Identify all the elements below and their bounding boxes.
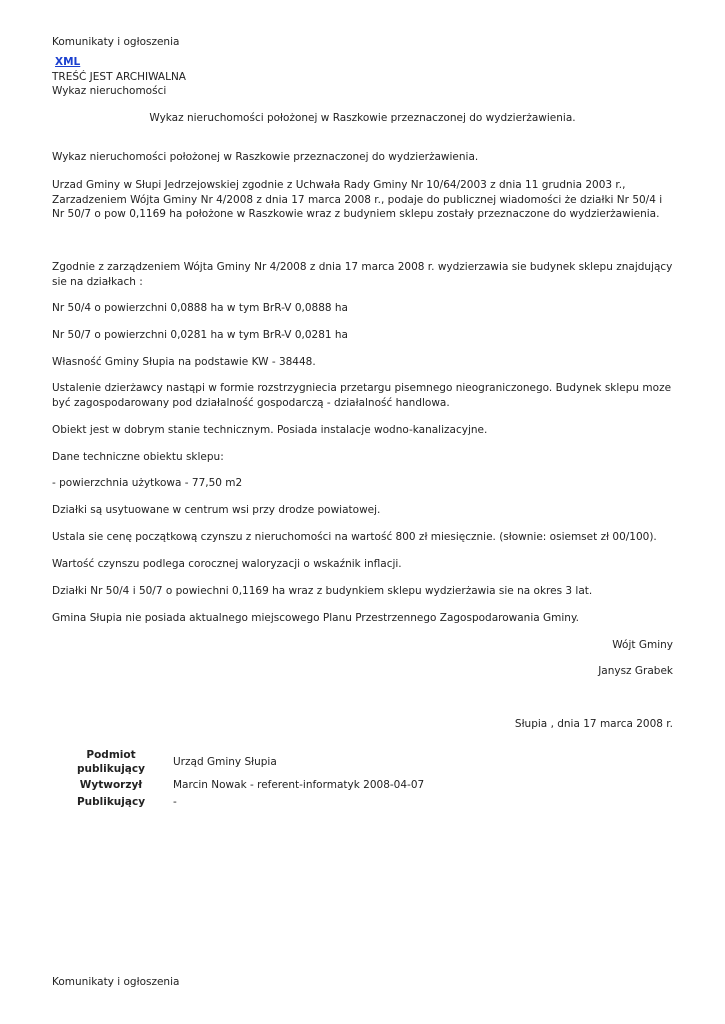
metadata-value: - [173, 796, 177, 809]
metadata-value: Marcin Nowak - referent-informatyk 2008-04-07 [173, 778, 425, 791]
signature-name: Janysz Grabek [598, 665, 673, 677]
place-date: Słupia , dnia 17 marca 2008 r. [514, 718, 673, 730]
paragraph-intro: Wykaz nieruchomości położonej w Raszkowie przeznaczonej do wydzierżawienia. [52, 151, 479, 163]
metadata-row [52, 776, 427, 794]
document-title: Wykaz nieruchomości położonej w Raszkowie przeznaczonej do wydzierżawienia. [149, 112, 576, 124]
signature-title: Wójt Gminy [612, 639, 673, 651]
paragraph-ownership: Własność Gminy Słupia na podstawie KW - 38448. [52, 356, 316, 368]
metadata-label: Publikujący [76, 796, 146, 809]
metadata-label: Podmiot publikujący [77, 749, 145, 775]
metadata-row [52, 748, 427, 776]
footer-category: Komunikaty i ogłoszenia [52, 976, 180, 988]
paragraph-area: - powierzchnia użytkowa - 77,50 m2 [52, 477, 243, 489]
paragraph-valorization: Wartość czynszu podlega corocznej waloryzacji o wskaźnik inflacji. [52, 558, 402, 570]
paragraph-location: Działki są usytuowane w centrum wsi przy drodze powiatowej. [52, 504, 381, 516]
metadata-label: Wytworzył [79, 778, 143, 791]
metadata-row [52, 794, 427, 812]
archive-notice: TREŚĆ JEST ARCHIWALNA [52, 71, 186, 83]
paragraph-price: Ustala sie cenę początkową czynszu z nieruchomości na wartość 800 zł miesięcznie. (słownie: osiemset zł 00/100). [52, 531, 657, 543]
paragraph-plot-50-4: Nr 50/4 o powierzchni 0,0888 ha w tym BrR-V 0,0888 ha [52, 302, 348, 314]
paragraph-plot-50-7: Nr 50/7 o powierzchni 0,0281 ha w tym BrR-V 0,0281 ha [52, 329, 348, 341]
paragraph-lease-term: Działki Nr 50/4 i 50/7 o powiechni 0,1169 ha wraz z budynkiem sklepu wydzierżawia sie na okres 3 lat. [52, 585, 593, 597]
metadata-table [52, 748, 427, 811]
paragraph-announcement: Urzad Gminy w Słupi Jedrzejowskiej zgodnie z Uchwała Rady Gminy Nr 10/64/2003 z dnia 11 grudnia 2003 r., Zarzadzeniem Wójta Gminy Nr 4/2008 z dnia 17 marca 2008 r., podaje do publicznej wiadomości że działki Nr 50/4 i Nr 50/7 o pow 0,1169 ha położone w Raszkowie wraz z budyniem sklepu zostały przeznaczone do wydzierżawienia. [52, 179, 663, 220]
category-title: Komunikaty i ogłoszenia [52, 36, 180, 48]
xml-link[interactable]: XML [55, 56, 81, 68]
paragraph-no-plan: Gmina Słupia nie posiada aktualnego miejscowego Planu Przestrzennego Zagospodarowania Gminy. [52, 612, 580, 624]
section-title: Wykaz nieruchomości [52, 85, 167, 97]
paragraph-tech-data: Dane techniczne obiektu sklepu: [52, 451, 224, 463]
paragraph-tender: Ustalenie dzierżawcy nastąpi w formie rozstrzygniecia przetargu pisemnego nieograniczonego. Budynek sklepu moze być zagospodarowany pod działalność gospodarczą - działalność handlowa. [52, 382, 672, 409]
metadata-value: Urząd Gminy Słupia [173, 756, 277, 768]
paragraph-lease-basis: Zgodnie z zarządzeniem Wójta Gminy Nr 4/2008 z dnia 17 marca 2008 r. wydzierzawia sie budynek sklepu znajdujący sie na działkach : [52, 261, 673, 288]
paragraph-condition: Obiekt jest w dobrym stanie technicznym. Posiada instalacje wodno-kanalizacyjne. [52, 424, 488, 436]
